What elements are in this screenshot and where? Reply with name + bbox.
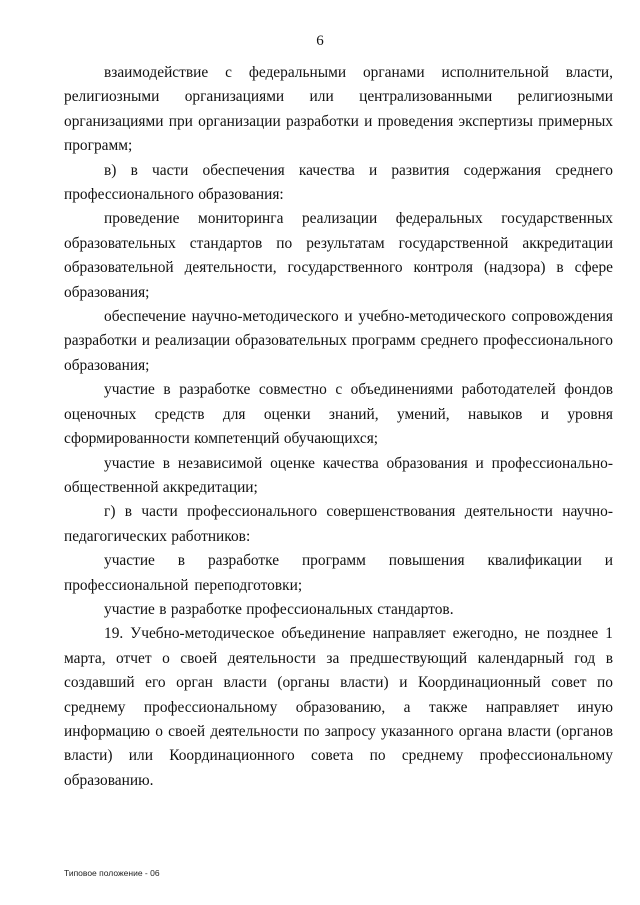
paragraph-interaction-federal-bodies: взаимодействие с федеральными органами исполнительной власти, религиозными организациями или централизованными религиозными организациями при организации разработки и проведения экспертизы примерных программ; (64, 64, 613, 155)
paragraph-professional-standards: участие в разработке профессиональных стандартов. (104, 600, 454, 618)
paragraph-19-annual-report: 19. Учебно-методическое объединение направляет ежегодно, не позднее 1 марта, отчет о своей деятельности за предшествующий календарный год в создавший его орган власти (органы власти) и Координационный совет по среднему профессиональному образованию, а также направляет иную информацию о своей деятельности по запросу указанного органа власти (органов власти) или Координационного совета по среднему профессиональному образованию. (64, 625, 613, 789)
document-footer: Типовое положение - 06 (64, 868, 160, 878)
paragraph-methodological-support: обеспечение научно-методического и учебно-методического сопровождения разработки и реализации образовательных программ среднего профессионального образования; (64, 308, 613, 374)
paragraph-item-v-quality: в) в части обеспечения качества и развития содержания среднего профессионального образования: (64, 161, 613, 204)
paragraph-item-g-professional-development: г) в части профессионального совершенствования деятельности научно-педагогических работников: (64, 503, 613, 545)
paragraph-qualification-programs: участие в разработке программ повышения квалификации и профессиональной переподготовки; (64, 552, 613, 594)
paragraph-monitoring-standards: проведение мониторинга реализации федеральных государственных образовательных стандартов по результатам государственной аккредитации образовательной деятельности, государственного контроля (надзора) в сфере образования; (64, 210, 613, 301)
page-number: 6 (316, 33, 324, 49)
paragraph-assessment-funds: участие в разработке совместно с объединениями работодателей фондов оценочных средств для оценки знаний, умений, навыков и уровня сформированности компетенций обучающихся; (64, 381, 613, 448)
document-body (64, 61, 613, 793)
paragraph-independent-assessment: участие в независимой оценке качества образования и профессионально-общественной аккредитации; (64, 454, 613, 496)
